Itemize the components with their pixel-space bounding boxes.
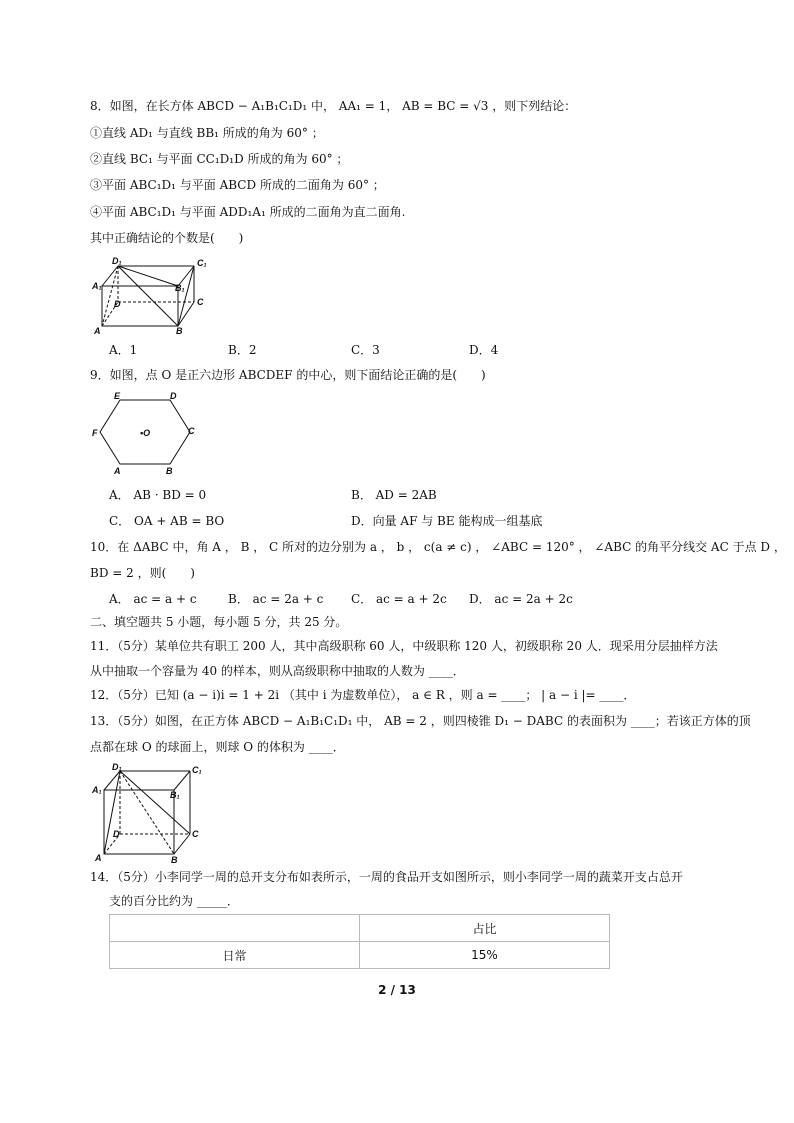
q10-option-b: B． ac = 2a + c — [228, 592, 324, 606]
section-2-heading: 二、填空题共 5 小题，每小题 5 分，共 25 分。 — [90, 615, 348, 629]
q13-label-c: C — [192, 829, 199, 839]
q9-label-d: D — [170, 391, 177, 401]
q13-label-b: B — [171, 855, 178, 865]
q10-option-a: A． ac = a + c — [109, 592, 197, 606]
q8-statement-1: ①直线 AD₁ 与直线 BB₁ 所成的角为 60° ； — [90, 126, 324, 140]
q10-stem: 10．在 ΔABC 中，角 A ， B ， C 所对的边分别为 a ， b ， c(a ≠ c) ， ∠ABC = 120° ， ∠ABC 的角平分线交 AC 于点 D ， — [90, 540, 786, 554]
q10-option-d: D． ac = 2a + 2c — [469, 592, 573, 606]
q9-label-a: A — [114, 466, 121, 476]
q13-label-c1: C₁ — [192, 765, 202, 775]
q13-line-2: 点都在球 O 的球面上，则球 O 的体积为 ____． — [90, 740, 345, 754]
q8-label-b: B — [176, 326, 183, 336]
q13-line-1: 13．（5分）如图，在正方体 ABCD − A₁B₁C₁D₁ 中， AB = 2 ，则四棱锥 D₁ − DABC 的表面积为 ____；若该正方体的顶 — [90, 714, 751, 728]
q10-stem-2: BD = 2 ，则( ) — [90, 566, 195, 580]
q8-label-b1: B₁ — [175, 283, 185, 293]
q14-line-1: 14．（5分）小李同学一周的总开支分布如表所示，一周的食品开支如图所示，则小李同学一周的蔬菜开支占总开 — [90, 870, 683, 884]
q8-label-d: D — [114, 299, 121, 309]
q8-label-a: A — [94, 326, 101, 336]
q14-line-2: 支的百分比约为 _____． — [109, 894, 239, 908]
table-header-cell — [110, 915, 360, 942]
q9-label-o: •O — [140, 428, 151, 438]
q8-label-d1: D₁ — [112, 256, 122, 266]
q9-label-c: C — [188, 426, 195, 436]
q9-label-f: F — [92, 428, 98, 438]
q8-label-a1: A₁ — [92, 281, 102, 291]
q8-label-c: C — [197, 297, 204, 307]
q11-line-2: 从中抽取一个容量为 40 的样本，则从高级职称中抽取的人数为 ____． — [90, 664, 465, 678]
q8-statement-4: ④平面 ABC₁D₁ 与平面 ADD₁A₁ 所成的二面角为直二面角. — [90, 205, 406, 219]
table-header-row — [110, 915, 610, 942]
q9-hexagon-figure — [92, 390, 204, 476]
q8-question: 其中正确结论的个数是( ) — [90, 231, 244, 245]
expense-table — [109, 914, 610, 969]
q8-stem: 8．如图，在长方体 ABCD − A₁B₁C₁D₁ 中， AA₁ = 1， AB = BC = √3 ，则下列结论： — [90, 99, 577, 113]
q13-label-a1: A₁ — [92, 785, 102, 795]
q9-option-c: C． OA + AB = BO — [109, 514, 225, 528]
q13-label-b1: B₁ — [170, 790, 180, 800]
q13-label-d1: D₁ — [112, 762, 122, 772]
q13-label-a: A — [95, 853, 102, 863]
table-cell: 日常 — [110, 942, 360, 969]
q9-option-b: B． AD = 2AB — [351, 488, 437, 502]
q13-cube-figure — [92, 762, 204, 864]
table-header-cell: 占比 — [360, 915, 610, 942]
q8-option-d: D．4 — [469, 343, 499, 357]
q9-label-b: B — [166, 466, 173, 476]
q12-line: 12．（5分）已知 (a − i)i = 1 + 2i （其中 i 为虚数单位）， a ∈ R ，则 a = ____； | a − i |= ____． — [90, 688, 636, 702]
q8-option-b: B．2 — [228, 343, 257, 357]
q8-statement-2: ②直线 BC₁ 与平面 CC₁D₁D 所成的角为 60° ； — [90, 152, 349, 166]
q11-line-1: 11．（5分）某单位共有职工 200 人，其中高级职称 60 人，中级职称 120 人，初级职称 20 人．现采用分层抽样方法 — [90, 639, 718, 653]
q8-option-a: A．1 — [109, 343, 138, 357]
page-number: 2 / 13 — [378, 983, 416, 997]
q10-option-c: C． ac = a + 2c — [351, 592, 447, 606]
table-cell: 15% — [360, 942, 610, 969]
q8-label-c1: C₁ — [197, 258, 207, 268]
q8-cuboid-figure — [92, 255, 212, 337]
q8-statement-3: ③平面 ABC₁D₁ 与平面 ABCD 所成的二面角为 60° ； — [90, 178, 385, 192]
q8-option-c: C．3 — [351, 343, 380, 357]
table-row — [110, 942, 610, 969]
q13-label-d: D — [113, 829, 120, 839]
q9-stem: 9．如图，点 O 是正六边形 ABCDEF 的中心，则下面结论正确的是( ) — [90, 368, 486, 382]
q9-label-e: E — [114, 391, 121, 401]
q9-option-d: D．向量 AF 与 BE 能构成一组基底 — [351, 514, 543, 528]
q9-option-a: A． AB · BD = 0 — [109, 488, 207, 502]
